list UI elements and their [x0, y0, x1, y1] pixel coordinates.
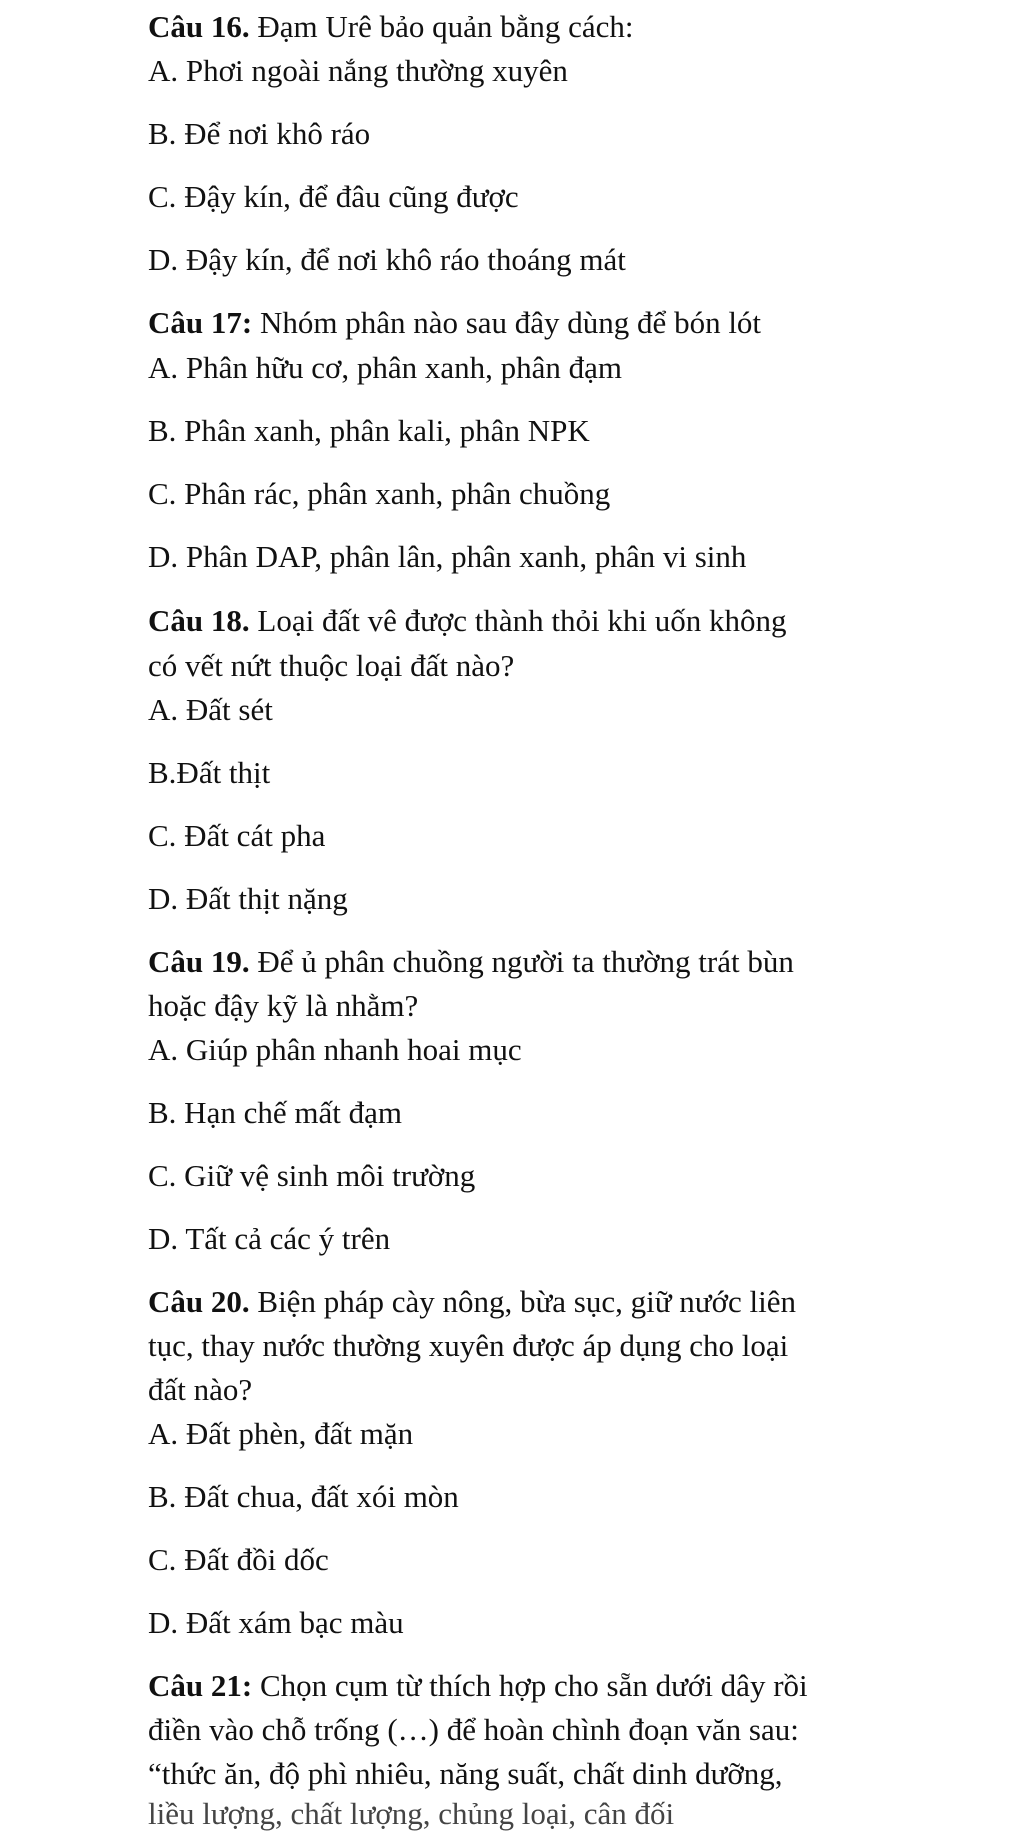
- question-number: Câu 17:: [148, 305, 253, 340]
- question-19-option-b: B. Hạn chế mất đạm: [148, 1095, 402, 1130]
- question-21-stem-line-2: điền vào chỗ trống (…) để hoàn chình đoạn văn sau:: [148, 1712, 799, 1747]
- question-18-stem-line-1: Câu 18. Loại đất vê được thành thỏi khi uốn không: [148, 603, 787, 638]
- question-number: Câu 19.: [148, 944, 250, 979]
- question-16-option-b: B. Để nơi khô ráo: [148, 116, 371, 151]
- question-number: Câu 21:: [148, 1668, 253, 1703]
- question-18-option-b: B.Đất thịt: [148, 755, 271, 790]
- question-16-option-c: C. Đậy kín, để đâu cũng được: [148, 179, 519, 214]
- question-number: Câu 18.: [148, 603, 250, 638]
- question-18-stem-line-2: có vết nứt thuộc loại đất nào?: [148, 648, 515, 683]
- question-18-option-d: D. Đất thịt nặng: [148, 881, 348, 916]
- question-16-option-a: A. Phơi ngoài nắng thường xuyên: [148, 53, 568, 88]
- question-number: Câu 16.: [148, 9, 250, 44]
- question-19-option-c: C. Giữ vệ sinh môi trường: [148, 1158, 476, 1193]
- question-21-stem-line-1: Câu 21: Chọn cụm từ thích hợp cho sẵn dưới dây rồi: [148, 1668, 808, 1703]
- question-19-option-d: D. Tất cả các ý trên: [148, 1221, 391, 1256]
- question-17-option-b: B. Phân xanh, phân kali, phân NPK: [148, 413, 590, 448]
- question-20-option-d: D. Đất xám bạc màu: [148, 1605, 404, 1640]
- question-16-option-d: D. Đậy kín, để nơi khô ráo thoáng mát: [148, 242, 626, 277]
- question-18-option-c: C. Đất cát pha: [148, 818, 326, 853]
- question-21-cutoff-line: liều lượng, chất lượng, chủng loại, cân đối: [148, 1796, 675, 1831]
- question-16-stem-line-1: Câu 16. Đạm Urê bảo quản bằng cách:: [148, 9, 634, 44]
- question-17-option-a: A. Phân hữu cơ, phân xanh, phân đạm: [148, 350, 622, 385]
- question-20-option-b: B. Đất chua, đất xói mòn: [148, 1479, 459, 1514]
- question-17-option-c: C. Phân rác, phân xanh, phân chuồng: [148, 476, 611, 511]
- question-19-option-a: A. Giúp phân nhanh hoai mục: [148, 1032, 522, 1067]
- question-number: Câu 20.: [148, 1284, 250, 1319]
- question-21-stem-line-3: “thức ăn, độ phì nhiêu, năng suất, chất dinh dưỡng,: [148, 1756, 783, 1791]
- question-20-stem-line-1: Câu 20. Biện pháp cày nông, bừa sục, giữ nước liên: [148, 1284, 796, 1319]
- question-20-option-a: A. Đất phèn, đất mặn: [148, 1416, 414, 1451]
- question-17-option-d: D. Phân DAP, phân lân, phân xanh, phân vi sinh: [148, 539, 747, 574]
- question-19-stem-line-1: Câu 19. Để ủ phân chuồng người ta thường trát bùn: [148, 944, 794, 979]
- question-19-stem-line-2: hoặc đậy kỹ là nhằm?: [148, 988, 419, 1023]
- question-17-stem-line-1: Câu 17: Nhóm phân nào sau đây dùng để bón lót: [148, 305, 762, 340]
- question-18-option-a: A. Đất sét: [148, 692, 273, 727]
- question-20-stem-line-2: tục, thay nước thường xuyên được áp dụng cho loại: [148, 1328, 789, 1363]
- question-20-option-c: C. Đất đồi dốc: [148, 1542, 329, 1577]
- question-20-stem-line-3: đất nào?: [148, 1372, 253, 1407]
